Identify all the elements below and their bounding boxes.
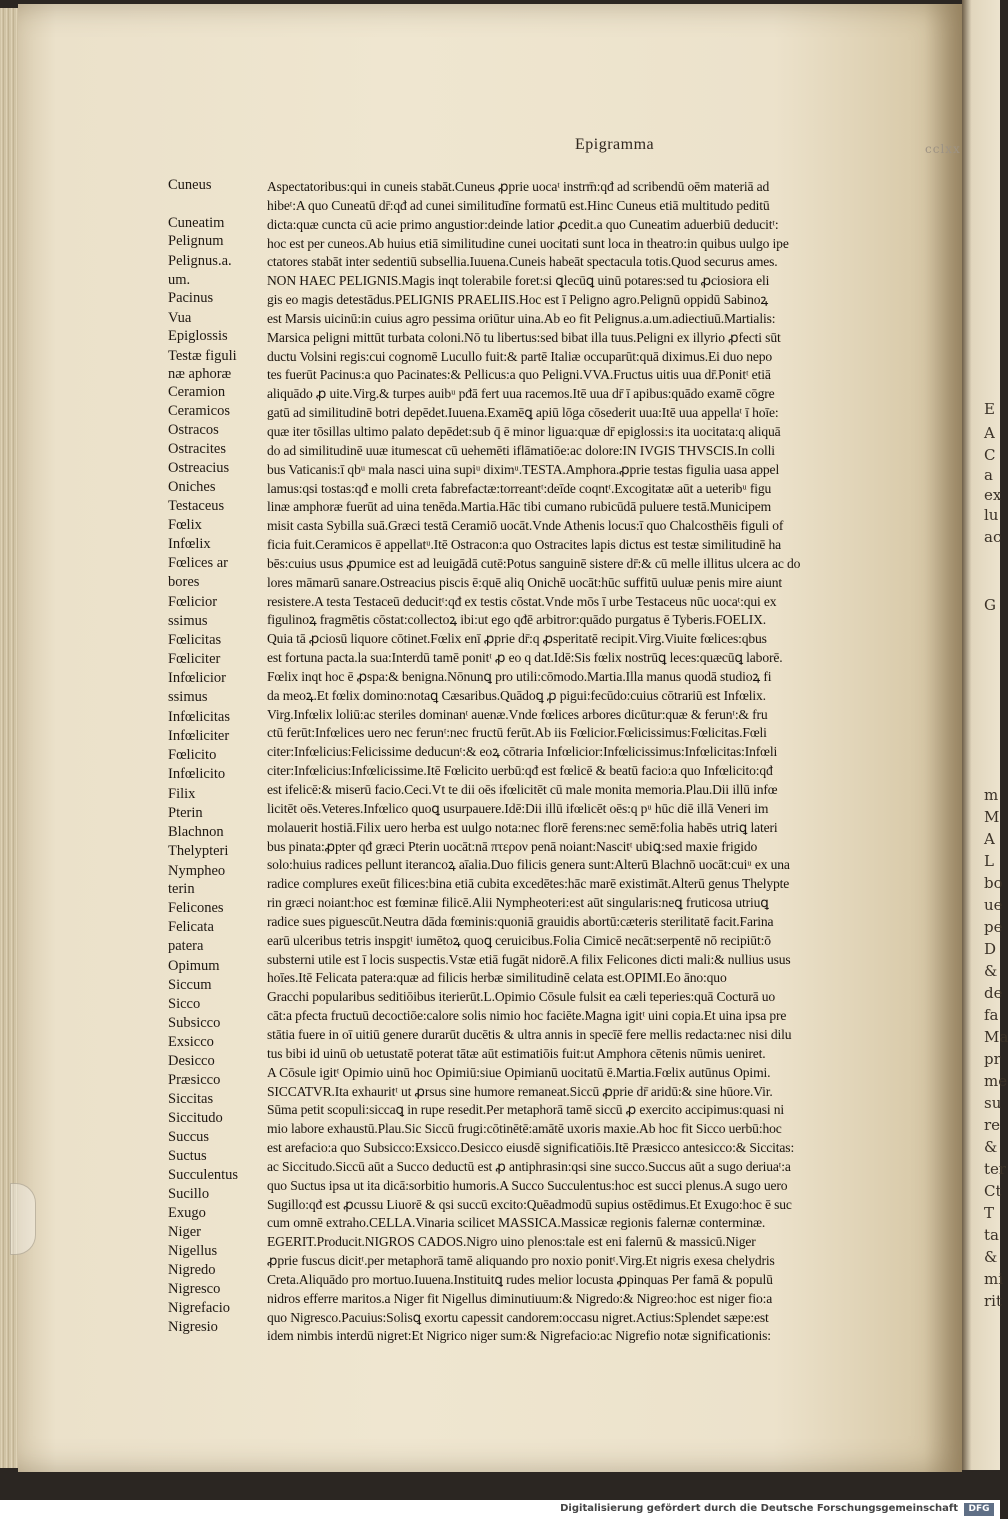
- dfg-logo: DFG: [964, 1503, 994, 1516]
- text-line: Sugillo:qđ est ꝓcussu Liuorē & qsi succū excito:Quēadmodū supius ostēdimus.Et Exugo:hoc ē suc: [267, 1196, 792, 1212]
- marginal-term: bores: [168, 574, 200, 590]
- marginal-term: Succus: [168, 1129, 210, 1145]
- facing-page-fragment: G: [984, 596, 996, 614]
- text-line: bus Vaticanis:ī qbᵘ mala nasci uina supiᵘ diximᵘ.TESTA.Amphora.ꝓprie testas figulia uasa appel: [267, 461, 780, 477]
- facing-page-fragment: ac: [984, 528, 1002, 546]
- marginal-term: Præsicco: [168, 1072, 221, 1088]
- marginal-term: Felicata: [168, 919, 214, 935]
- marginal-term: Fœlicito: [168, 747, 217, 763]
- marginal-term: Fœliciter: [168, 651, 221, 667]
- text-line: gis eo magis detestādus.PELIGNIS PRAELIIS.Hoc est ī Peligno agro.Pelignū oppidū Sabinoꝝ: [267, 292, 769, 308]
- facing-page-fragment: A: [984, 424, 995, 442]
- text-line: quo Suctus ipsa ut ita dicā:sorbitio humoris.A Succo Succulentus:hoc est succi plenus.A sugo uero: [267, 1177, 788, 1193]
- text-line: Marsica peligni mittūt turbata coloni.Nō tu libertus:sed bibat illa tuus.Peligni ex illyrio ꝓfecti sūt: [267, 329, 781, 345]
- folio-number: cclxx: [925, 142, 961, 156]
- facing-page-fragment: rit: [984, 1292, 1002, 1310]
- marginal-term: Testæ figuli: [168, 348, 237, 364]
- facing-page-fragment: &: [984, 962, 998, 980]
- marginal-term: Epiglossis: [168, 328, 228, 344]
- running-head: Epigramma: [575, 136, 655, 153]
- marginal-term: Ceramion: [168, 384, 226, 400]
- marginal-term: Sicco: [168, 996, 201, 1012]
- facing-page-fragment: D: [984, 940, 997, 958]
- text-line: est ifelicē:& miserū facio.Ceci.Vt te dii oēs ifœlicitēt cū male monita memoria.Plau.Dii illū infœ: [267, 782, 778, 797]
- facing-page-fragment: ue: [984, 896, 1003, 914]
- text-line: Sūma petit scopuli:siccaꝗ in rupe resedit.Per metaphorā tamē siccū ꝓ exercito accipimus:quasi ni: [267, 1102, 785, 1118]
- footer-credit: Digitalisierung gefördert durch die Deutsche Forschungsgemeinschaft: [560, 1503, 958, 1514]
- text-line: Aspectatoribus:qui in cuneis stabāt.Cuneus ꝓprie uocaᵗ instrm̄:qđ ad scribendū oēm materiā ad: [267, 179, 770, 194]
- text-line: est Marsis uicinū:in cuius agro pessima oriūtur uina.Ab eo fit Pelignus.a.um.adiectiuū.Martialis:: [267, 310, 776, 326]
- text-line: A Cōsule igitᵗ Opimio uinū hoc Opimiū:siue Opimianū uocitatū ē.Martia.Fœlix autūnus Opimi.: [267, 1064, 771, 1080]
- text-line: tes fuerūt Pacinus:a quo Pacinates:& Pellicus:a quo Peligni.VVA.Fructus uitis uua dr̄.Ponitᵗ etiā: [267, 367, 771, 383]
- text-line: molauerit hostiā.Filix uero herba est uulgo nota:nec florē ferens:nec semē:folia habēs utriꝗ lateri: [267, 819, 778, 835]
- text-line: lamus:qsi tostas:qđ e molli creta fabrefactæ:torreantᵗ:deīde coqntᵗ.Excogitatæ aūt a ueteribᵘ figu: [267, 480, 772, 496]
- marginal-term: Filix: [168, 786, 196, 802]
- facing-page-fragment: ex: [984, 486, 1002, 504]
- marginal-term: Blachnon: [168, 824, 224, 840]
- text-line: Creta.Aliquādo pro mortuo.Iuuena.Instituitꝗ rudes melior locusta ꝓpinquas Per famā & populū: [267, 1271, 773, 1287]
- text-line: mio labore exhaustū.Plau.Sic Siccū frugi:cōtinētē:amātē uxoris maxie.Ab hoc fit Sicco uerbū:hoc: [267, 1121, 782, 1137]
- facing-page-fragment: ta: [984, 1226, 999, 1244]
- marginal-term: Pacinus: [168, 290, 214, 306]
- marginal-term: Sucillo: [168, 1186, 210, 1202]
- marginal-term: Testaceus: [168, 498, 225, 514]
- main-text-block: [267, 178, 932, 1346]
- text-line: figulinoꝝ fragmētis cōstat:collectoꝝ ibi:ut ego qđē arbitror:quādo purgatus ē Tyberis.FOELIX.: [267, 612, 767, 628]
- facing-page-fragment: C: [984, 446, 996, 464]
- facing-page-fragment: &: [984, 1138, 998, 1156]
- text-line: tus bibi id uinū ob uetustatē poterat tātæ aūt estimatiōis fuit:ut Amphora cētenis nūmis ueniret.: [267, 1045, 766, 1061]
- text-line: est arefacio:a quo Subsicco:Exsicco.Desicco eiusdē significatiōis.Itē Præsicco antesicco:& Siccitas:: [267, 1140, 795, 1156]
- text-line: ꝓprie fuscus dicitᵗ.per metaphorā tamē aliquando pro noxio ponitᵗ.Virg.Et nigris exesa chelydris: [267, 1253, 775, 1269]
- marginal-term: Nympheo: [168, 863, 226, 879]
- text-line: nidros efferre maritos.a Niger fit Nigellus diminutiuum:& Nigredo:& Nigreo:hoc est niger fio:a: [267, 1290, 773, 1306]
- text-line: aliquādo ꝓ uite.Virg.& turpes auibᵘ pđā fert uua racemos.Itē uua dr̄ ī apibus:quādo examē cōgre: [267, 386, 775, 402]
- text-line: bus pinata:ꝓpter qđ græci Pterin uocāt:nā πτερον penā noiant:Nascitᵗ ubiꝗ:sed maxie frigido: [267, 838, 758, 854]
- text-line: resistere.A testa Testaceū deducitᵗ:qđ ex testis cōstat.Vnde mōs ī urbe Testaceus nūc uocaᵗ:qui ex: [267, 593, 777, 609]
- marginal-term: Ostracites: [168, 441, 226, 457]
- marginal-term: Siccum: [168, 977, 212, 993]
- text-line: idem nimbis interdū nigret:Et Nigrico niger sum:& Nigrefacio:ac Nigrefio notæ significationis:: [267, 1328, 771, 1344]
- marginal-term: Infœlicitas: [168, 709, 231, 725]
- text-line: Virg.Infœlix loliū:ac steriles dominanᵗ auenæ.Vnde fœlices arbores dicūtur:quæ & ferunᵗ:& fru: [267, 706, 768, 722]
- text-line: licitēt oēs.Veteres.Infœlico quoꝗ usurpauere.Idē:Dii illū ifœlicēt oēs:q pᵘ hūc diē illā Veneri im: [267, 800, 769, 816]
- facing-page-fragment: &: [984, 1248, 998, 1266]
- marginal-term: Succulentus: [168, 1167, 239, 1183]
- facing-page-fragment: L: [984, 852, 994, 870]
- text-line: cum omnē extraho.CELLA.Vinaria scilicet MASSICA.Massicæ regionis falernæ conterminæ.: [267, 1215, 766, 1231]
- text-line: est fortuna pacta.la sua:Interdū tamē ponitᵗ ꝓ eo q dat.Idē:Sis fœlix nostrūꝗ leces:quæcūꝗ laborē.: [267, 650, 783, 666]
- marginal-term: ssimus: [168, 689, 208, 705]
- facing-page-fragment: me: [984, 1072, 1008, 1090]
- marginal-term: Pelignum: [168, 233, 224, 249]
- text-line: ductu Volsini regis:cui cognomē Lucullo fuit:& partē Italiæ occuparūt:quā diximus.Ei duo nepo: [267, 348, 773, 364]
- marginal-term: Exugo: [168, 1205, 206, 1221]
- marginal-term: Thelypteri: [168, 843, 229, 859]
- facing-page-fragment: a: [984, 466, 993, 484]
- marginal-term: patera: [168, 938, 204, 954]
- text-line: EGERIT.Producit.NIGROS CADOS.Nigro uino plenos:tale est eni falernū & massicū.Niger: [267, 1234, 756, 1250]
- marginal-term: Infœlix: [168, 536, 211, 552]
- text-line: citer:Infœlicius:Infœlicissime.Itē Fœlicito uerbū:qđ est fœlicē & beatū facio:a quo Infœlicito:qđ: [267, 763, 773, 779]
- text-line: ficia fuit.Ceramicos ē appellatᵘ.Itē Ostracon:a quo Ostracites lapis dictus est testæ similitudinē ha: [267, 537, 782, 553]
- marginal-term: Fœlicior: [168, 594, 218, 610]
- facing-page-fragment: mi: [984, 1270, 1004, 1288]
- marginal-term: Subsicco: [168, 1015, 221, 1031]
- facing-page-fragment: T: [984, 1204, 995, 1222]
- facing-page-fragment: de: [984, 984, 1003, 1002]
- text-line: gatū ad similitudinē botri depēdet.Iuuena.Examēꝗ apiū lōga cōsederit uua:Itē uua appellaᵗ ī hoīe:: [267, 405, 779, 421]
- text-line: do ad similitudinē uuæ itumescat cū uehemēti iflāmatiōe:ac dolore:IN IVGIS THVSCIS.In colli: [267, 442, 775, 458]
- text-line: rin græci noiant:hoc est fœminæ filicē.Alii Nympheoteri:est aūt singularis:neꝗ fruticosa utriuꝗ: [267, 895, 769, 911]
- marginal-term: Exsicco: [168, 1034, 214, 1050]
- marginal-term: Niger: [168, 1224, 202, 1240]
- marginal-term: um.: [168, 272, 191, 288]
- marginal-term: Ostreacius: [168, 460, 230, 476]
- marginal-term: Fœlicitas: [168, 632, 222, 648]
- text-line: da meoꝝ.Et fœlix domino:notaꝗ Cæsaribus.Quādoꝗ ꝓ pigui:fecūdo:cuius cōtrariū est Infœlix.: [267, 687, 766, 703]
- text-line: quo Nigresco.Pacuius:Solisꝗ exortu capessit candorem:occasu nigret.Actius:Splendet sæpe:est: [267, 1309, 769, 1325]
- text-line: lores māmarū sanare.Ostreacius piscis ē:quē aliq Onichē uocāt:hūc suffitū uuluæ penis mire aiunt: [267, 574, 782, 590]
- text-line: cāt:a pfecta fructuū decoctiōe:calore solis nimio hoc faciēte.Magna igitᵗ uini copia.Et uina ipsa pre: [267, 1008, 787, 1024]
- text-line: citer:Infœlicius:Felicissime deducunᵗ:& eoꝝ cōtraria Infœlicior:Infœlicissimus:Infœlicitas:Infœli: [267, 744, 778, 760]
- text-line: misit casta Sybilla suā.Græci testā Ceramiō uocāt.Vnde Athenis locus:ī quo Chalcosthēis figuli of: [267, 518, 784, 534]
- facing-page-fragment: m: [984, 786, 999, 804]
- marginal-term: Desicco: [168, 1053, 215, 1069]
- marginal-term: Pterin: [168, 805, 203, 821]
- text-line: ac Siccitudo.Siccū aūt a Succo deductū est ꝓ antiphrasin:qsi sine succo.Succus aūt a sugo deriuaᵗ:a: [267, 1158, 791, 1174]
- marginal-term: Siccitudo: [168, 1110, 223, 1126]
- text-line: ctū ferūt:Infœlices uero nec ferunᵗ:nec fructū ferūt.Ab iis Fœlicior.Fœlicissimus:Fœlicitas.Fœli: [267, 725, 767, 741]
- text-line: substerni utile est ī locis suspectis.Vstæ etiā fugāt nidorē.A filix Felicones dicti mali:& nullius usus: [267, 951, 791, 967]
- marginal-term: Cuneatim: [168, 215, 225, 231]
- marginal-term: Pelignus.a.: [168, 253, 232, 269]
- text-line: earū ulceribus tetris inspgitᵗ iumētoꝝ quoꝗ ceruicibus.Folia Cimicē necāt:serpentē nō recipiūt:ō: [267, 932, 771, 948]
- facing-page-fragment: lu: [984, 506, 999, 524]
- text-line: hibeᵗ:A quo Cuneatū dr̄:qđ ad cunei similitudīne formatū est.Hinc Cuneus etiā multitudo peditū: [267, 197, 770, 213]
- text-line: linæ amphoræ fuerūt ad uina tenēda.Martia.Hāc tibi cumano rubicūdā puluere testā.Municipem: [267, 499, 772, 515]
- marginal-term: Fœlices ar: [168, 555, 228, 571]
- marginal-term: Ceramicos: [168, 403, 231, 419]
- marginal-term: Fœlix: [168, 517, 202, 533]
- text-line: ctatores stabāt inter sedentiū subsellia.Iuuena.Cuneis habeāt spectacula totis.Quod securus ames.: [267, 254, 778, 270]
- marginal-term: Nigrefacio: [168, 1300, 230, 1316]
- text-line: Gracchi popularibus seditiōibus iterierūt.L.Opimio Cōsule fulsit ea cæli teperies:quā Cocturā uo: [267, 989, 776, 1005]
- facing-page-fragment: Ma: [984, 1028, 1008, 1046]
- marginal-term: Ostracos: [168, 422, 219, 438]
- bookmark-tab: [10, 1183, 36, 1255]
- facing-page-fragment: ter: [984, 1160, 1007, 1178]
- marginal-term: Nigellus: [168, 1243, 218, 1259]
- marginal-term: ssimus: [168, 613, 208, 629]
- marginal-term: Felicones: [168, 900, 224, 916]
- footer-bar: [0, 1500, 1000, 1519]
- facing-page-fragment: M: [984, 808, 1000, 826]
- marginal-term: Oniches: [168, 479, 216, 495]
- marginal-term: næ aphoræ: [168, 366, 232, 382]
- text-line: Fœlix inqt hoc ē ꝓspa:& benigna.Nōnunꝗ pro utili:cōmodo.Martia.Illa manus quodā studioꝝ fi: [267, 668, 772, 684]
- marginal-term: Opimum: [168, 958, 220, 974]
- marginal-term: Nigresio: [168, 1319, 218, 1335]
- marginal-term: Nigredo: [168, 1262, 216, 1278]
- marginal-term: Vua: [168, 310, 192, 326]
- marginal-term: Siccitas: [168, 1091, 214, 1107]
- marginal-term: Suctus: [168, 1148, 207, 1164]
- text-line: stātia fuere in oī uitiū genere durarūt ducētis & ultra annis in specīē fere mellis redacta:nec nisi dilu: [267, 1026, 792, 1042]
- facing-page-fragment: Ct: [984, 1182, 1002, 1200]
- facing-page-fragment: bo: [984, 874, 1003, 892]
- text-line: SICCATVR.Ita exhauritᵗ ut ꝓrsus sine humore remaneat.Siccū ꝓprie dr̄ aridū:& sine hūore.Vir.: [267, 1083, 773, 1099]
- text-line: radice sues piguescūt.Neutra dāda fœminis:quoniā grauidis abortū:cæteris sterilitatē facit.Farina: [267, 913, 774, 929]
- facing-page-fragment: su: [984, 1094, 1002, 1112]
- facing-page-fragment: fa: [984, 1006, 999, 1024]
- marginal-term: terin: [168, 881, 195, 897]
- text-line: hoīes.Itē Felicata patera:quæ ad filicis herbæ similitudinē celata est.OPIMI.Eo āno:quo: [267, 970, 727, 986]
- marginal-term: Infœlicito: [168, 766, 226, 782]
- text-line: solo:huius radices pellunt iterancoꝝ aīalia.Duo filicis genera sunt:Alterū Blachnō uocāt:cuiᵘ ex una: [267, 857, 790, 873]
- facing-page-fragment: A: [984, 830, 995, 848]
- facing-page-edge: [962, 0, 1008, 1470]
- facing-page-fragment: pr: [984, 1050, 1001, 1068]
- text-line: quæ iter tōsillas ultimo palato depēdet:sub q̄ ē minor ligua:quæ dr̄ epiglossi:s ita uocitata:q aliquā: [267, 423, 781, 439]
- text-line: hoc est per cuneos.Ab huius etiā similitudine cunei uocitati sunt loca in theatro:in quibus uulgo ipe: [267, 235, 789, 251]
- facing-page-fragment: E: [984, 400, 995, 418]
- facing-page-fragment: pe: [984, 918, 1003, 936]
- text-line: Quia tā ꝓciosū liquore cōtinet.Fœlix enī ꝓprie dr̄:q ꝓsperitatē recipit.Virg.Viuite fœlices:qbus: [267, 631, 767, 647]
- text-line: radice complures exeūt filices:bina etiā cubita excedētes:hāc marē existimāt.Alterū genus Thelypte: [267, 876, 790, 892]
- text-line: dicta:quæ cuncta cū acie primo angustior:deinde latior ꝓcedit.a quo Cuneatim aduerbiū deducitᵗ:: [267, 216, 779, 232]
- marginal-term: Infœliciter: [168, 728, 230, 744]
- facing-page-fragment: re: [984, 1116, 1001, 1134]
- marginal-term: Infœlicior: [168, 670, 226, 686]
- marginal-term: Cuneus: [168, 177, 212, 193]
- marginal-term: Nigresco: [168, 1281, 221, 1297]
- text-line: bēs:cuius usus ꝓpumice est ad leuigādā cutē:Potus sanguinē sistere dr̄:& cū melle illitus ulcera ac do: [267, 555, 801, 571]
- text-line: NON HAEC PELIGNIS.Magis inqt tolerabile foret:si ꝗlecūꝗ uinū potares:sed tu ꝓciosiora eli: [267, 273, 770, 289]
